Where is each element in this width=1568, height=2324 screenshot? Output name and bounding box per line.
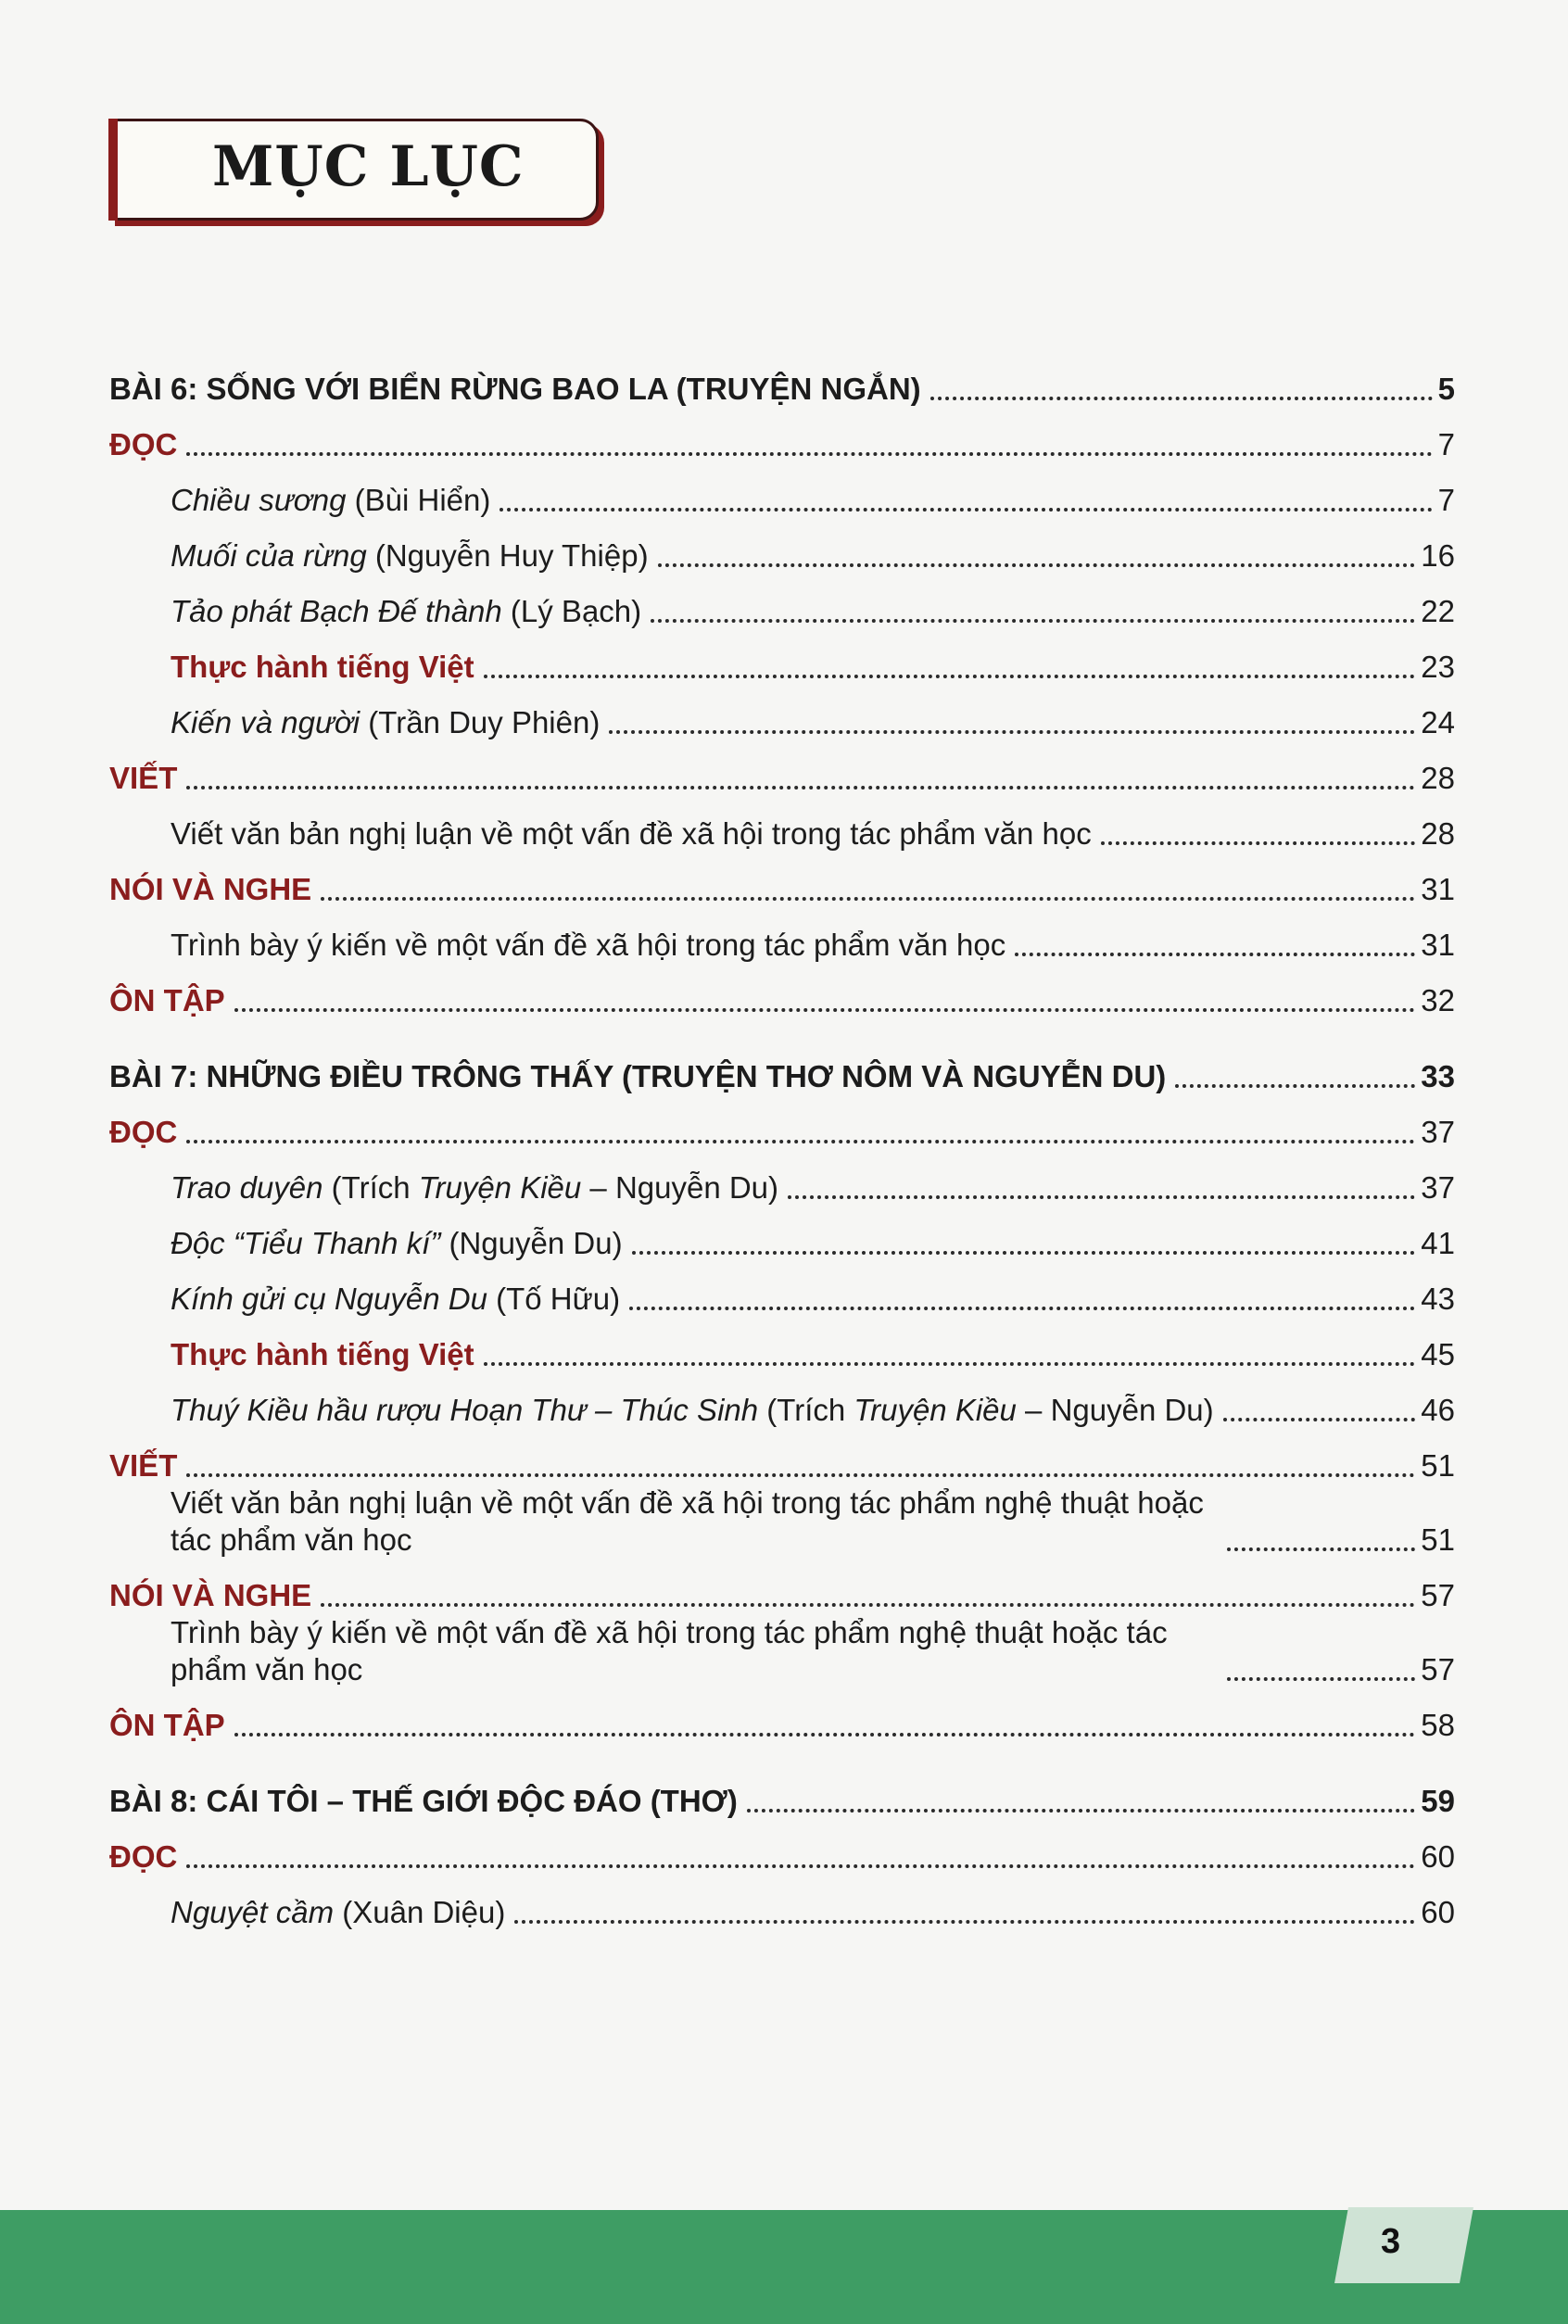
dot-leader [514,1920,1415,1924]
toc-page-number: 60 [1421,1895,1455,1929]
toc-entry-title [171,1169,778,1206]
toc-entry-title: VIẾT [109,761,178,795]
toc-page-number: 5 [1437,372,1455,406]
dot-leader [186,1473,1415,1477]
toc-lesson[interactable] [109,352,1455,408]
toc-entry-title: ÔN TẬP [109,1708,225,1742]
toc-item[interactable] [109,797,1455,853]
toc-item[interactable] [109,1151,1455,1206]
title-part: (Nguyễn Du) [440,1226,623,1260]
title-italic-part: Trao duyên [171,1170,323,1205]
dot-leader [747,1809,1415,1812]
toc-entry-title [171,1392,1214,1429]
toc-lesson[interactable] [109,1040,1455,1095]
toc-page-number: 59 [1421,1784,1455,1818]
toc-section[interactable] [109,964,1455,1019]
title-part: Viết văn bản nghị luận về một vấn đề xã hội trong tác phẩm văn học [171,816,1092,851]
title-part: Viết văn bản nghị luận về một vấn đề xã hội trong tác phẩm nghệ thuật hoặc tác phẩm văn học [171,1485,1204,1557]
toc-item[interactable] [109,1373,1455,1429]
toc-entry-title: ĐỌC [109,427,178,461]
dot-leader [499,508,1432,512]
title-part: Trình bày ý kiến về một vấn đề xã hội trong tác phẩm văn học [171,928,1006,962]
title-italic-part: Truyện Kiều [854,1393,1017,1427]
toc-item[interactable] [109,1206,1455,1262]
toc-page-number: 57 [1421,1652,1455,1686]
dot-leader [1227,1547,1415,1551]
toc-page-number: 28 [1421,816,1455,851]
title-part: (Trích [758,1393,854,1427]
dot-leader [321,1603,1415,1607]
title-italic-part: Kính gửi cụ Nguyễn Du [171,1282,487,1316]
toc-entry-title: Thực hành tiếng Việt [171,1337,474,1371]
title-part: (Xuân Diệu) [334,1895,506,1929]
toc-page-number: 58 [1421,1708,1455,1742]
dot-leader [629,1307,1415,1310]
toc-entry-title [171,1484,1218,1559]
toc-page-number: 31 [1421,872,1455,906]
toc-page-number: 51 [1421,1448,1455,1483]
page-number: 3 [1381,2222,1401,2261]
title-part: (Tố Hữu) [487,1282,621,1316]
dot-leader [632,1251,1416,1255]
toc-page-number: 60 [1421,1839,1455,1874]
toc-entry-title: BÀI 8: CÁI TÔI – THẾ GIỚI ĐỘC ĐÁO (THƠ) [109,1784,738,1818]
dot-leader [1175,1084,1415,1088]
toc-entry-title [171,1225,623,1262]
toc-page-number: 41 [1421,1226,1455,1260]
toc-entry-title: BÀI 6: SỐNG VỚI BIỂN RỪNG BAO LA (TRUYỆN NGẮN) [109,372,921,406]
title-italic-part: Thuý Kiều hầu rượu Hoạn Thư – Thúc Sinh [171,1393,759,1427]
dot-leader [651,619,1415,623]
toc-entry-title [171,537,649,575]
toc-entry-title [171,593,641,630]
toc-section[interactable] [109,1429,1455,1484]
dot-leader [186,452,1432,456]
toc-page-number: 31 [1421,928,1455,962]
toc-page-number: 43 [1421,1282,1455,1316]
page-number-badge [1334,2207,1473,2283]
dot-leader [186,786,1415,789]
toc-section[interactable] [109,1559,1455,1614]
lesson-spacer [109,1744,1455,1764]
title-part: (Lý Bạch) [501,594,642,628]
title-italic-part: Muối của rừng [171,538,367,573]
toc-page-number: 7 [1437,483,1455,517]
title-italic-part: Chiều sương [171,483,347,517]
dot-leader [484,675,1416,678]
title-part: (Trích [322,1170,419,1205]
toc-page-number: 32 [1421,983,1455,1017]
toc-page-number: 33 [1421,1059,1455,1093]
dot-leader [1223,1418,1416,1421]
toc-section[interactable] [109,741,1455,797]
toc-section[interactable] [109,1820,1455,1876]
toc-item[interactable] [109,575,1455,630]
toc-entry-title [171,1614,1218,1688]
toc-page-number: 45 [1421,1337,1455,1371]
title-italic-part: Kiến và người [171,705,360,739]
toc-page-number: 37 [1421,1170,1455,1205]
dot-leader [484,1362,1416,1366]
toc-entry-title [171,1894,505,1931]
toc-page-number: 22 [1421,594,1455,628]
title-italic-part: Truyện Kiều [418,1170,582,1205]
toc-item[interactable] [109,1484,1455,1559]
toc-page-number: 37 [1421,1115,1455,1149]
toc-page-number: 51 [1421,1522,1455,1557]
toc-section[interactable] [109,1688,1455,1744]
dot-leader [658,563,1416,567]
toc-entry-title [171,1281,620,1318]
dot-leader [788,1195,1415,1199]
page-title: MỤC LỤC [212,134,525,199]
toc-item[interactable] [109,1614,1455,1688]
toc-entry-title: NÓI VÀ NGHE [109,872,312,906]
toc-heading-box [109,119,599,221]
dot-leader [609,730,1415,734]
toc-item[interactable] [109,908,1455,964]
toc-page-number: 16 [1421,538,1455,573]
toc-item[interactable] [109,519,1455,575]
title-part: Trình bày ý kiến về một vấn đề xã hội trong tác phẩm nghệ thuật hoặc tác phẩm văn học [171,1615,1168,1686]
dot-leader [234,1733,1416,1737]
footer-band [0,2210,1568,2324]
toc-entry-title: ĐỌC [109,1115,178,1149]
dot-leader [321,897,1415,901]
dot-leader [930,397,1433,400]
toc-entry-title: Thực hành tiếng Việt [171,650,474,684]
toc-entry-title: ÔN TẬP [109,983,225,1017]
title-italic-part: Độc “Tiểu Thanh kí” [171,1226,441,1260]
dot-leader [186,1864,1415,1868]
toc-entry-title: ĐỌC [109,1839,178,1874]
toc-item[interactable] [109,463,1455,519]
toc-entry-title [171,927,1005,964]
toc-lesson[interactable] [109,1764,1455,1820]
dot-leader [1101,841,1416,845]
title-part: – Nguyễn Du) [1016,1393,1214,1427]
dot-leader [234,1008,1416,1012]
title-part: (Trần Duy Phiên) [360,705,601,739]
title-part: – Nguyễn Du) [581,1170,779,1205]
title-italic-part: Tảo phát Bạch Đế thành [171,594,502,628]
dot-leader [1015,953,1415,956]
title-italic-part: Nguyệt cầm [171,1895,335,1929]
toc-section[interactable] [109,853,1455,908]
toc-entry-title: BÀI 7: NHỮNG ĐIỀU TRÔNG THẤY (TRUYỆN THƠ NÔM VÀ NGUYỄN DU) [109,1059,1167,1093]
toc-entry-title: VIẾT [109,1448,178,1483]
toc-page-number: 57 [1421,1578,1455,1612]
toc-entry-title [171,482,490,519]
toc-section[interactable] [109,1095,1455,1151]
lesson-spacer [109,1019,1455,1040]
toc-item-practice[interactable] [109,630,1455,686]
toc-item-practice[interactable] [109,1318,1455,1373]
toc-section[interactable] [109,408,1455,463]
toc-page-number: 24 [1421,705,1455,739]
toc-page-number: 23 [1421,650,1455,684]
toc-entry-title: NÓI VÀ NGHE [109,1578,312,1612]
dot-leader [186,1140,1415,1143]
toc-page-number: 46 [1421,1393,1455,1427]
title-part: (Nguyễn Huy Thiệp) [366,538,649,573]
dot-leader [1227,1677,1415,1681]
toc-entry-title [171,815,1092,853]
toc-page-number: 28 [1421,761,1455,795]
title-part: (Bùi Hiển) [346,483,491,517]
toc-entry-title [171,704,600,741]
toc-page-number: 7 [1437,427,1455,461]
toc-item[interactable] [109,1262,1455,1318]
toc-item[interactable] [109,1876,1455,1931]
toc-item[interactable] [109,686,1455,741]
table-of-contents [109,352,1455,1931]
